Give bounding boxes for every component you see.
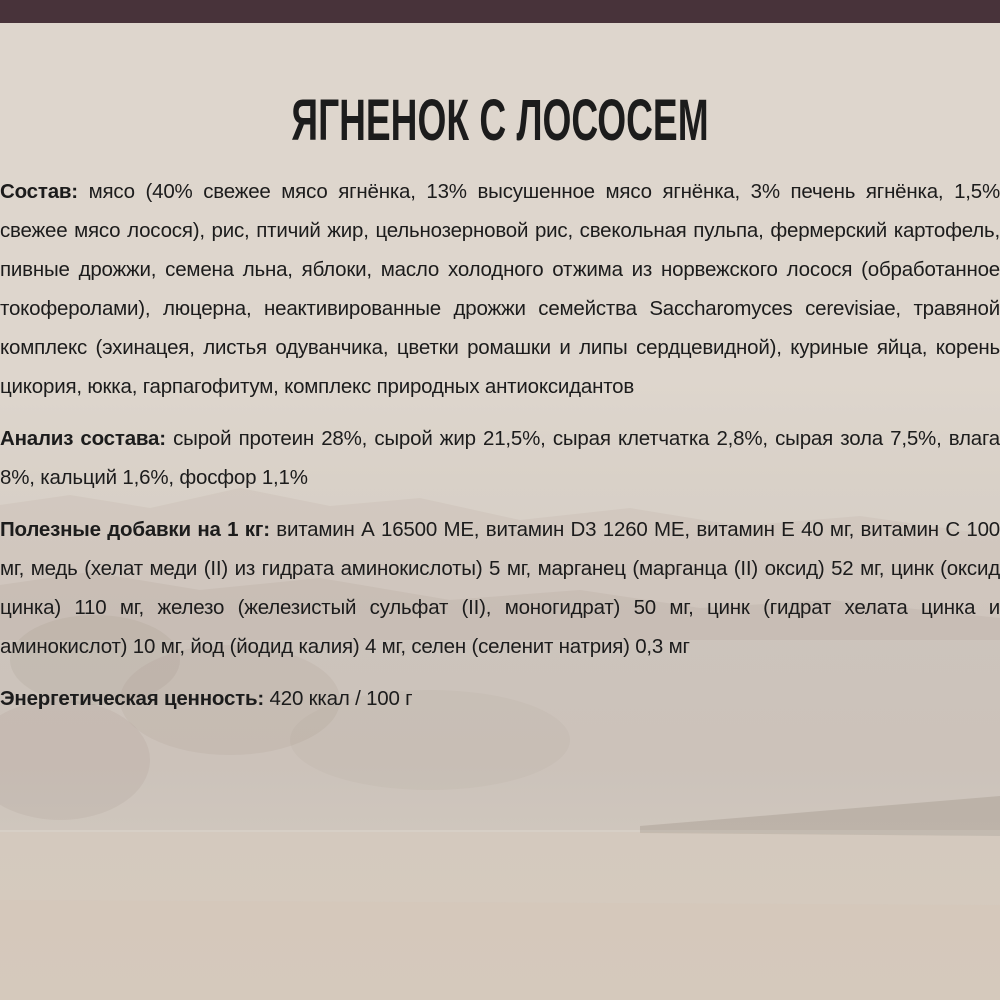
additives-section xyxy=(0,510,1000,666)
analysis-label: Анализ состава: xyxy=(0,427,166,450)
page-title: ЯГНЕНОК С ЛОСОСЕМ xyxy=(291,87,709,153)
energy-value-label: Энергетическая ценность: xyxy=(0,687,265,710)
additives-text: витамин А 16500 МЕ, витамин D3 1260 МЕ, витамин Е 40 мг, витамин С 100 мг, медь (хелат меди (II) из гидрата аминокислоты) 5 мг, марганец (марганца (II) оксид) 52 мг, цинк (оксид цинка) 110 мг, железо (железистый сульфат (II), моногидрат) 50 мг, цинк (гидрат хелата цинка и аминокислот) 10 мг, йод (йодид калия) 4 мг, селен (селенит натрия) 0,3 мг xyxy=(0,518,1000,658)
product-details xyxy=(0,172,1000,731)
analysis-text: сырой протеин 28%, сырой жир 21,5%, сырая клетчатка 2,8%, сырая зола 7,5%, влага 8%, кальций 1,6%, фосфор 1,1% xyxy=(0,427,1000,489)
composition-section xyxy=(0,172,1000,406)
additives-label: Полезные добавки на 1 кг: xyxy=(0,518,270,541)
analysis-section xyxy=(0,419,1000,497)
composition-label: Состав: xyxy=(0,180,78,203)
energy-value-text: 420 ккал / 100 г xyxy=(269,687,413,710)
top-bar xyxy=(0,0,1000,23)
energy-value-section xyxy=(0,679,1000,718)
composition-text: мясо (40% свежее мясо ягнёнка, 13% высушенное мясо ягнёнка, 3% печень ягнёнка, 1,5% свежее мясо лосося), рис, птичий жир, цельнозерновой рис, свекольная пульпа, фермерский картофель, пивные дрожжи, семена льна, яблоки, масло холодного отжима из норвежского лосося (обработанное токоферолами), люцерна, неактивированные дрожжи семейства Saccharomyces cerevisiae, травяной комплекс (эхинацея, листья одуванчика, цветки ромашки и липы сердцевидной), куриные яйца, корень цикория, юкка, гарпагофитум, комплекс природных антиоксидантов xyxy=(0,180,1000,398)
